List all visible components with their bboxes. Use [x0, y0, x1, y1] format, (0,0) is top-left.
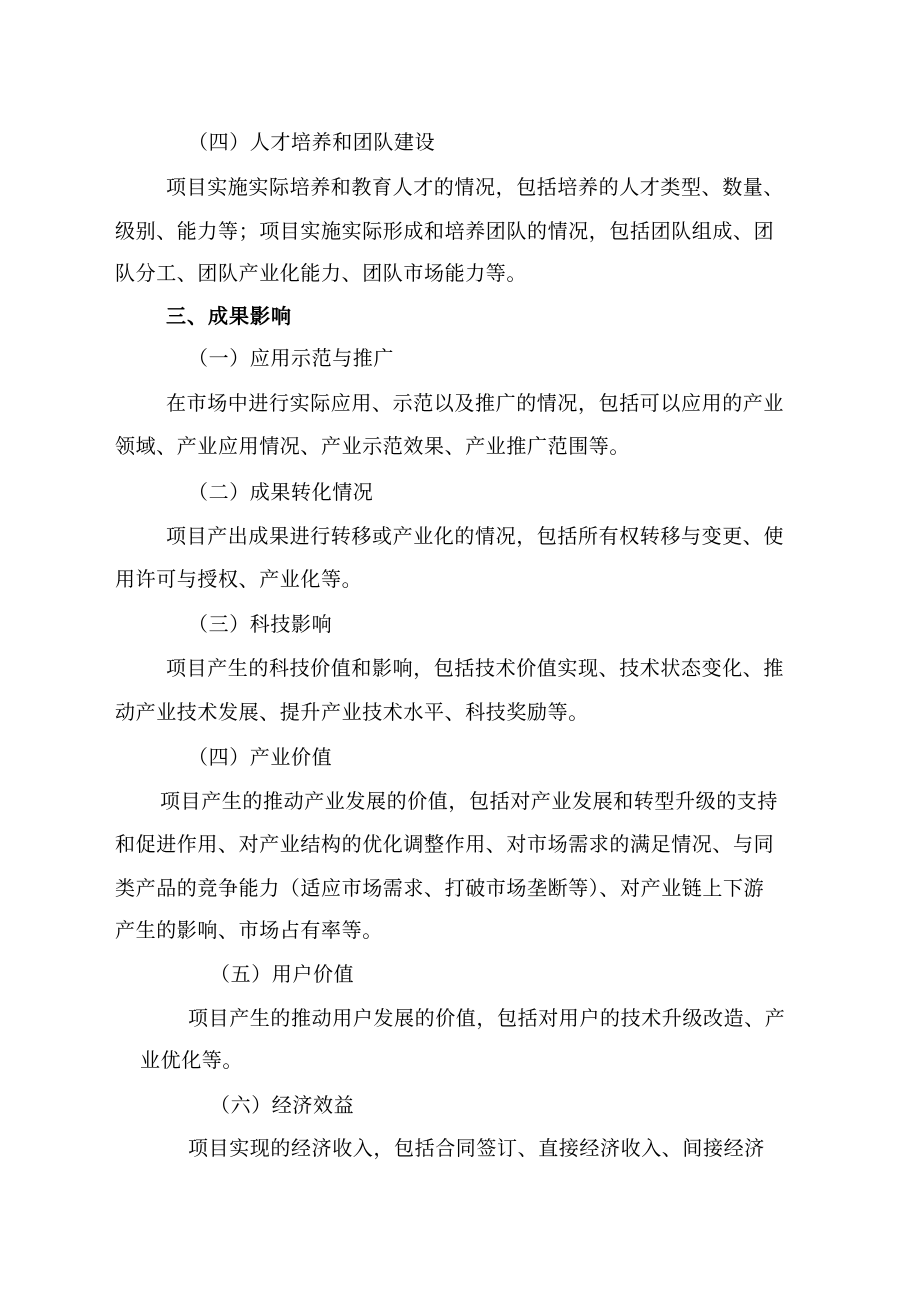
paragraph-line: 业优化等。	[140, 1048, 243, 1072]
subsection-heading-industry-value: （四）产业价值	[188, 745, 333, 769]
paragraph-line: 项目产出成果进行转移或产业化的情况，包括所有权转移与变更、使	[166, 524, 784, 548]
subsection-heading-talent-team: （四）人才培养和团队建设	[188, 130, 436, 154]
paragraph-line: 项目实现的经济收入，包括合同签订、直接经济收入、间接经济	[188, 1136, 765, 1160]
paragraph-line: 项目产生的推动产业发展的价值，包括对产业发展和转型升级的支持	[160, 789, 778, 813]
paragraph-line: 项目实施实际培养和教育人才的情况，包括培养的人才类型、数量、	[166, 175, 784, 199]
paragraph-line: 队分工、团队产业化能力、团队市场能力等。	[115, 261, 527, 285]
paragraph-line: 和促进作用、对产业结构的优化调整作用、对市场需求的满足情况、与同	[115, 832, 775, 856]
paragraph-line: 级别、能力等；项目实施实际形成和培养团队的情况，包括团队组成、团	[115, 219, 775, 243]
paragraph-line: 产生的影响、市场占有率等。	[115, 918, 383, 942]
paragraph-line: 领域、产业应用情况、产业示范效果、产业推广范围等。	[115, 434, 630, 458]
paragraph-line: 项目产生的科技价值和影响，包括技术价值实现、技术状态变化、推	[166, 656, 784, 680]
paragraph-line: 项目产生的推动用户发展的价值，包括对用户的技术升级改造、产	[188, 1006, 786, 1030]
subsection-heading-economic-benefit: （六）经济效益	[210, 1093, 355, 1117]
subsection-heading-application: （一）应用示范与推广	[188, 346, 394, 370]
subsection-heading-user-value: （五）用户价值	[210, 962, 355, 986]
subsection-heading-tech-impact: （三）科技影响	[188, 612, 333, 636]
subsection-heading-transformation: （二）成果转化情况	[188, 480, 374, 504]
paragraph-line: 在市场中进行实际应用、示范以及推广的情况，包括可以应用的产业	[166, 391, 784, 415]
section-heading-achievement-impact: 三、成果影响	[166, 304, 292, 328]
paragraph-line: 动产业技术发展、提升产业技术水平、科技奖励等。	[115, 700, 589, 724]
paragraph-line: 用许可与授权、产业化等。	[115, 567, 363, 591]
paragraph-line: 类产品的竞争能力（适应市场需求、打破市场垄断等）、对产业链上下游	[115, 876, 765, 900]
